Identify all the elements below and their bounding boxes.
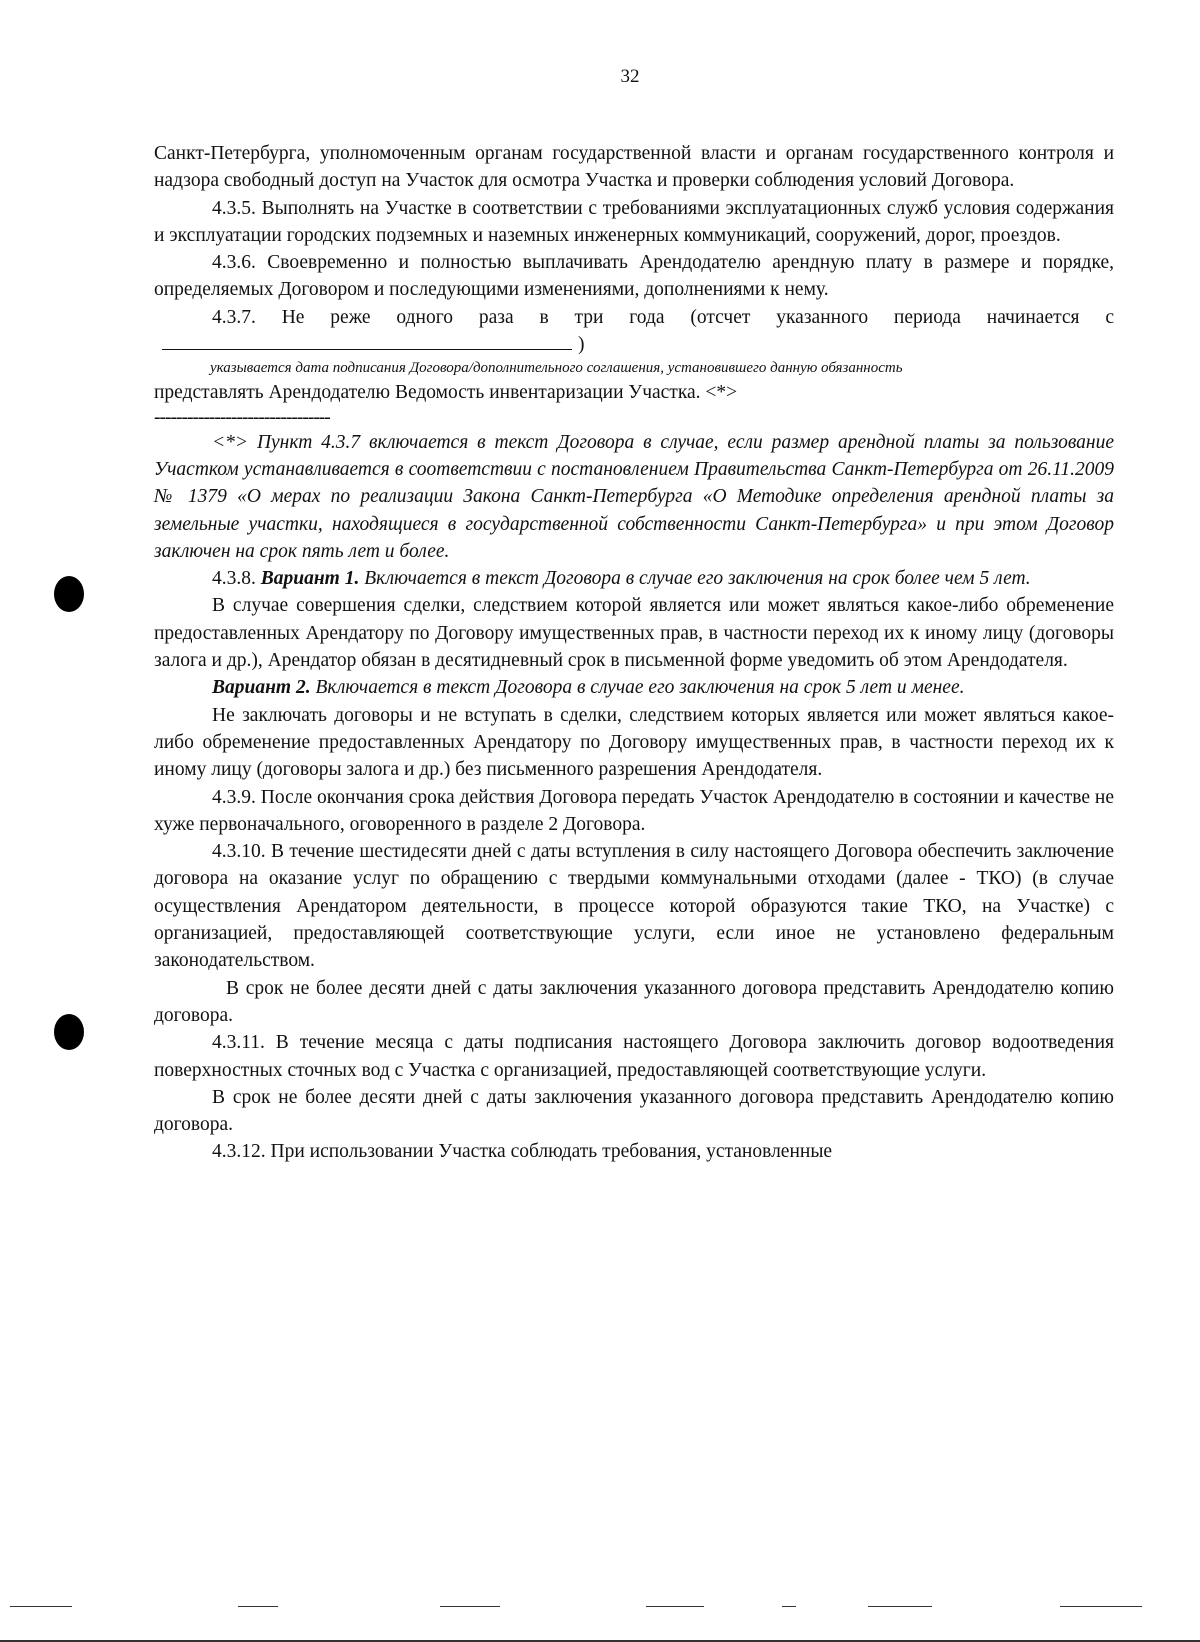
- variant-1-label: Вариант 1.: [260, 568, 360, 590]
- paragraph-4-3-10: 4.3.10. В течение шестидесяти дней с даты вступления в силу настоящего Договора обеспечить заключение договора на оказание услуг по обращению с твердыми коммунальными отходами (далее - ТКО) (в случае осуществления Арендатором деятельности, в процессе которой образуются такие ТКО, на Участке) с организацией, предоставляющей соответствующие услуги, если иное не установлено федеральным законодательством.: [154, 841, 1114, 972]
- variant-2-body: Не заключать договоры и не вступать в сделки, следствием которых является или может являться какое-либо обременение предоставленных Арендатору по Договору имущественных прав, в частности переход их к иному лицу (договоры залога и др.) без письменного разрешения Арендодателя.: [154, 704, 1114, 781]
- variant-1-condition: Включается в текст Договора в случае его заключения на срок более чем 5 лет.: [364, 568, 1031, 590]
- paragraph-4-3-10-continuation: В срок не более десяти дней с даты заключения указанного договора представить Арендодателю копию договора.: [154, 977, 1114, 1026]
- paragraph-4-3-11-continuation: В срок не более десяти дней с даты заключения указанного договора представить Арендодателю копию договора.: [154, 1086, 1114, 1136]
- variant-2-label: Вариант 2.: [212, 677, 311, 699]
- paragraph: Санкт-Петербурга, уполномоченным органам государственной власти и органам государственного контроля и надзора свободный доступ на Участок для осмотра Участка и проверки соблюдения условий Договора.: [154, 143, 1114, 192]
- paragraph-4-3-5: 4.3.5. Выполнять на Участке в соответствии с требованиями эксплуатационных служб условия содержания и эксплуатации городских подземных и наземных инженерных коммуникаций, сооружений, дорог, проездов.: [154, 197, 1114, 246]
- paragraph-4-3-7: [154, 304, 1114, 359]
- paragraph-4-3-11: 4.3.11. В течение месяца с даты подписания настоящего Договора заключить договор водоотведения поверхностных сточных вод с Участка с организацией, предоставляющей соответствующие услуги.: [154, 1032, 1114, 1081]
- footnote: <*> Пункт 4.3.7 включается в текст Договора в случае, если размер арендной платы за пользование Участком устанавливается в соответствии с постановлением Правительства Санкт-Петербурга от 26.11.2009 № 1379 «О мерах по реализации Закона Санкт-Петербурга «О Методике определения арендной платы за земельные участки, находящиеся в государственной собственности Санкт-Петербурга» и при этом Договор заключен на срок пять лет и более.: [154, 431, 1114, 562]
- document-body: [154, 140, 1114, 1166]
- paragraph-4-3-7-continuation: представлять Арендодателю Ведомость инвентаризации Участка. <*>: [154, 382, 738, 404]
- closing-parenthesis: ): [578, 334, 585, 356]
- footnote-separator: --------------------------------: [154, 406, 330, 428]
- variant-1-body: В случае совершения сделки, следствием которой является или может являться какое-либо обременение предоставленных Арендатору по Договору имущественных прав, в частности переход их к иному лицу (договоры залога и др.), Арендатор обязан в десятидневный срок в письменной форме уведомить об этом Арендодателя.: [154, 595, 1114, 672]
- paragraph-4-3-8-variant-1: [154, 565, 1114, 592]
- paragraph-number: 4.3.8.: [212, 568, 256, 590]
- punch-hole-mark: [54, 576, 84, 612]
- scan-artifacts: [0, 1606, 1200, 1616]
- paragraph-4-3-8-variant-2: [154, 674, 1114, 701]
- paragraph-4-3-7-text: 4.3.7. Не реже одного раза в три года (отсчет указанного периода начинается с: [212, 306, 1114, 328]
- paragraph-4-3-6: 4.3.6. Своевременно и полностью выплачивать Арендодателю арендную плату в размере и порядке, определяемых Договором и последующими изменениями, дополнениями к нему.: [154, 252, 1114, 301]
- field-hint: указывается дата подписания Договора/дополнительного соглашения, установившего данную обязанность: [210, 360, 903, 377]
- page-number: 32: [620, 66, 640, 87]
- punch-hole-mark: [54, 1014, 84, 1050]
- paragraph-4-3-9: 4.3.9. После окончания срока действия Договора передать Участок Арендодателю в состоянии и качестве не хуже первоначального, оговоренного в разделе 2 Договора.: [154, 786, 1114, 835]
- paragraph-4-3-12: 4.3.12. При использовании Участка соблюдать требования, установленные: [212, 1141, 833, 1163]
- date-blank-field: [162, 349, 572, 350]
- variant-2-condition: Включается в текст Договора в случае его заключения на срок 5 лет и менее.: [315, 677, 965, 699]
